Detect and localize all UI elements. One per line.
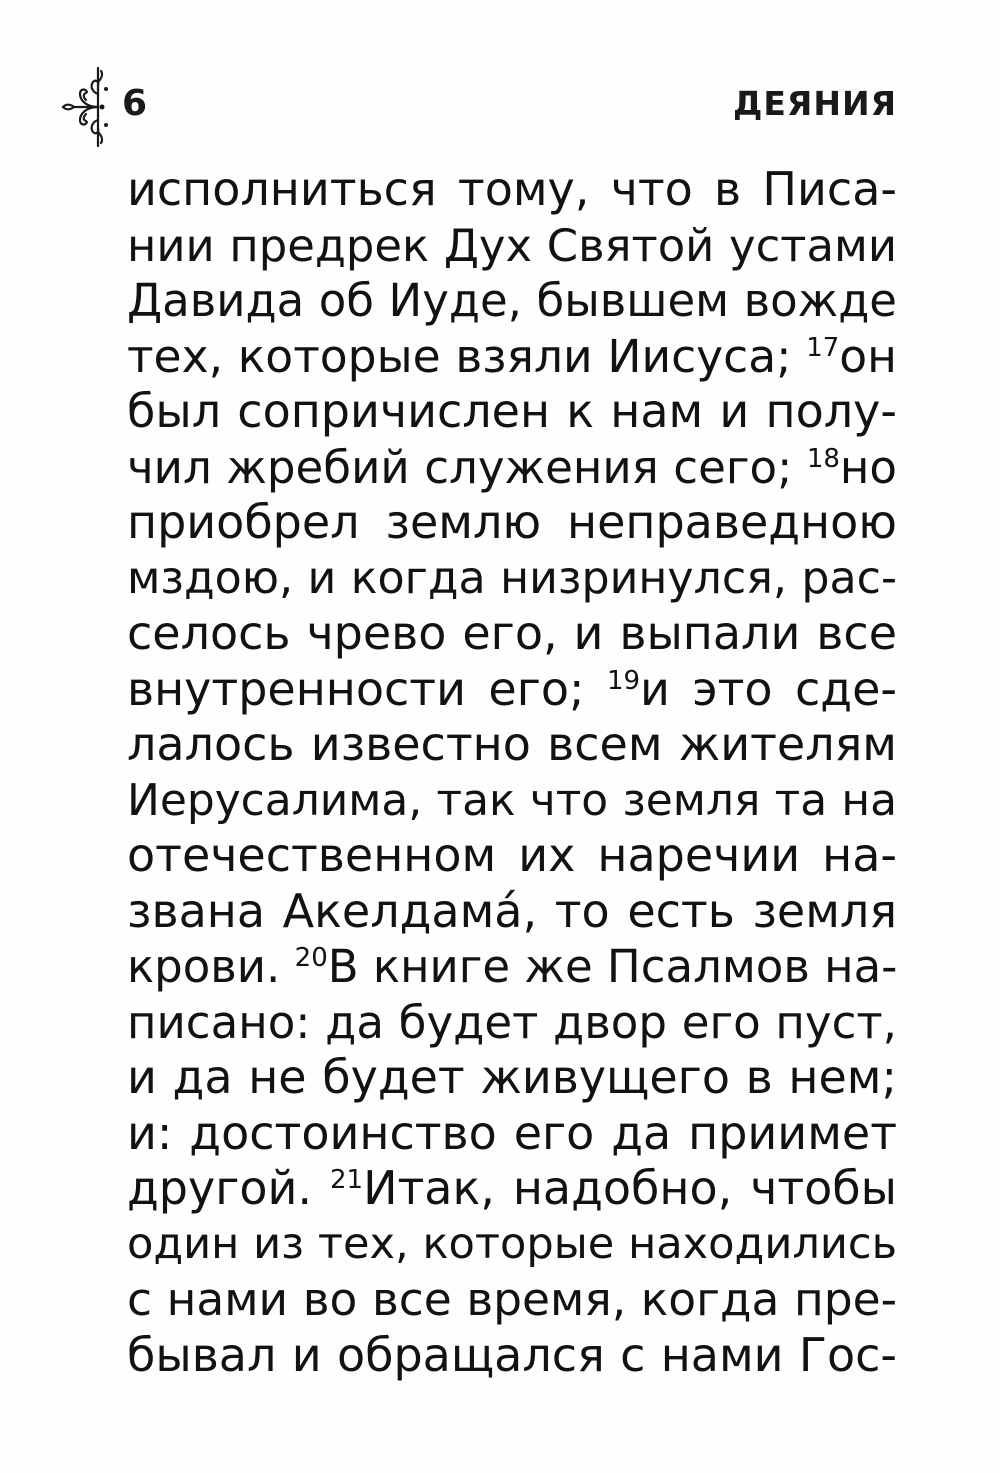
text-segment: другой. (127, 1161, 330, 1215)
text-line (127, 551, 897, 607)
text-segment: тех, которые взяли Иисуса; (127, 329, 807, 383)
text-line (127, 218, 897, 274)
text-segment: мздою, и когда низринулся, рас- (127, 552, 897, 604)
text-line (127, 1106, 897, 1162)
verse-number: 21 (330, 1165, 364, 1195)
text-line (127, 995, 897, 1051)
running-title: ДЕЯНИЯ (733, 84, 897, 123)
text-segment: Итак, надобно, чтобы (363, 1161, 897, 1215)
text-segment: и: достоинство его да приимет (127, 1105, 897, 1160)
text-line (127, 1161, 897, 1217)
text-segment: селось чрево его, и выпали все (127, 606, 897, 660)
text-line (127, 773, 897, 829)
text-segment: один из тех, которые находились (127, 1218, 897, 1269)
text-line (127, 329, 897, 385)
text-line (127, 495, 897, 551)
text-segment: В книге же Псалмов на- (327, 940, 898, 993)
text-segment: и да не будет живущего в нем; (127, 1050, 897, 1104)
text-segment: бывал и обращался с нами Гос- (127, 1327, 897, 1382)
text-line (127, 717, 897, 773)
text-line (127, 606, 897, 662)
text-segment: но (839, 440, 897, 494)
text-line (127, 440, 897, 496)
text-segment: писано: да будет двор его пуст, (127, 995, 897, 1049)
text-segment: с нами во все время, когда пре- (127, 1273, 897, 1326)
text-segment: чил жребий служения сего; (127, 440, 807, 494)
text-segment: приобрел землю неправедною (127, 495, 897, 549)
page-number: 6 (122, 83, 148, 124)
text-segment: нии предрек Дух Святой устами (127, 218, 897, 272)
text-segment: был сопричислен к нам и полу- (127, 384, 897, 438)
text-line (127, 1328, 897, 1384)
text-line (127, 1050, 897, 1106)
verse-number: 18 (806, 443, 840, 474)
text-segment: внутренности его; (127, 661, 607, 716)
text-segment: Иерусалима, так что земля та на (127, 774, 897, 826)
text-segment: и это сде- (640, 661, 897, 716)
text-segment: он (839, 329, 897, 383)
text-segment: отечественном их наречии на- (127, 828, 897, 882)
verse-number: 19 (606, 665, 641, 696)
text-line (127, 1272, 897, 1328)
text-line (127, 662, 897, 718)
text-segment: исполниться тому, что в Писа- (127, 162, 897, 216)
text-segment: лалось известно всем жителям (127, 717, 897, 771)
text-line (127, 273, 897, 329)
text-segment: звана Акелдамá, то есть земля (127, 883, 897, 938)
fleuron-ornament-icon (56, 64, 112, 150)
body-text (127, 162, 897, 1383)
text-line (127, 939, 897, 995)
text-line (127, 162, 897, 218)
text-line (127, 384, 897, 440)
text-segment: крови. (127, 940, 295, 993)
text-line (127, 884, 897, 940)
verse-number: 17 (806, 332, 840, 363)
text-line (127, 1217, 897, 1273)
verse-number: 20 (294, 943, 328, 973)
text-line (127, 828, 897, 884)
text-segment: Давида об Иуде, бывшем вожде (127, 274, 897, 327)
